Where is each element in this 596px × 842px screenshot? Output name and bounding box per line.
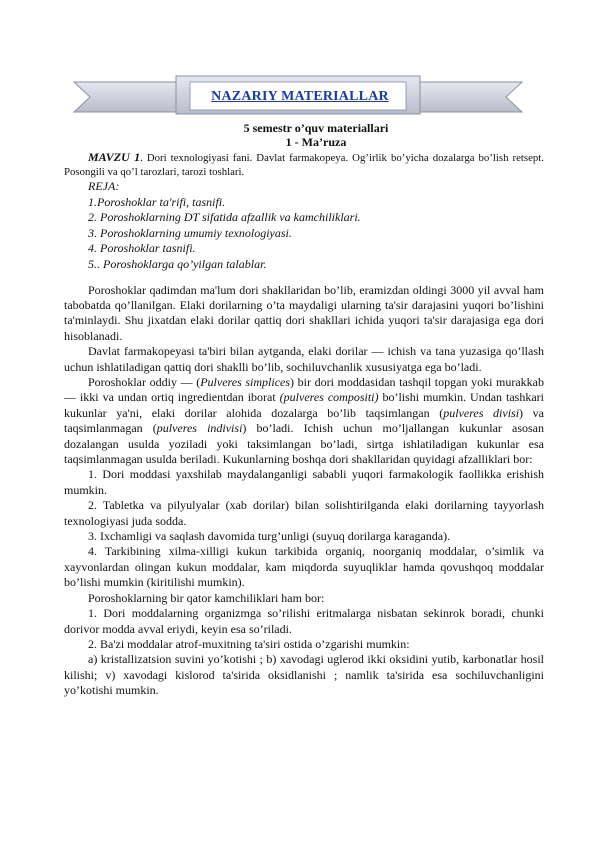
disadvantage-item: 2. Ba'zi moddalar atrof-muxitning ta'siri ostida o’zgarishi mumkin: bbox=[88, 636, 410, 651]
topic-text: . Dori texnologiyasi fani. Davlat farmakopeya. Og’irlik bo’yicha dozalarga bo’lish retsept. Posongili va qo’l tarozlari, tarozi toshlari. bbox=[64, 152, 544, 178]
text-run: Poroshoklar oddiy — ( bbox=[88, 375, 201, 389]
document-body bbox=[64, 121, 545, 699]
text-run: ) va taqsimlanmagan ( bbox=[64, 405, 544, 436]
paragraph: Davlat farmakopeyasi ta'biri bilan aytganda, elaki dorilar — ichish va tana yuzasiga qo’llash uchun ishlatiladigan qattiq dori shaklli bo’lib, sochiluvchanlik xususiyatga ega bo’ladi. bbox=[64, 344, 544, 374]
plan-item: 5.. Poroshoklarga qo’yilgan talablar. bbox=[88, 256, 267, 271]
plan-item: 3. Poroshoklarning umumiy texnologiyasi. bbox=[88, 225, 292, 240]
advantage-item: 2. Tabletka va pilyulyalar (xab dorilar) bilan solishtirilganda elaki dorilarning tayyorlash texnologiyasi juda sodda. bbox=[64, 498, 544, 528]
latin-term: Pulveres simplices bbox=[200, 375, 291, 389]
plan-item: 2. Poroshoklarning DT sifatida afzallik va kamchiliklari. bbox=[88, 210, 361, 225]
topic-label: MAVZU 1 bbox=[88, 150, 141, 164]
latin-term: pulveres indivisi bbox=[156, 421, 243, 436]
disadvantage-item: 1. Dori moddalarning organizmga so’rilishi eritmalarga nisbatan sekinrok boradi, chunki dorivor modda avval eriydi, keyin esa so’riladi. bbox=[64, 606, 544, 636]
latin-term: pulveres divisi bbox=[443, 405, 520, 420]
lecture-title: 1 - Ma’ruza bbox=[285, 135, 347, 149]
topic-line bbox=[64, 150, 544, 179]
banner-title: NAZARIY MATERIALLAR bbox=[211, 89, 389, 104]
text-run: bo’lishi mumkin. Undan tashkari kukunlar ya'ni, elaki dorilar alohida dozalarga bo’lib taqsimlangan ( bbox=[64, 390, 544, 420]
latin-term: (pulveres compositi) bbox=[279, 390, 379, 405]
ribbon-left-tail bbox=[74, 82, 192, 112]
ribbon-right-tail bbox=[404, 82, 522, 112]
disadvantages-intro: Poroshoklarning bir qator kamchiliklari ham bor: bbox=[88, 590, 325, 605]
semester-title: 5 semestr o’quv materiallari bbox=[243, 121, 389, 135]
text-run: ) bo’ladi. Ichish uchun mo’ljallangan kukunlar asosan dozalangan usulda yoziladi yoki taksimlangan bo’ladi, sirtga ishlatiladigan kukunlar esa taqsimlanmagan usulda beriladi. Kukunlarning boshqa dori shakllaridan quyidagi afzalliklari bor: bbox=[64, 421, 544, 467]
plan-heading: REJA: bbox=[88, 179, 120, 193]
advantage-item: 1. Dori moddasi yaxshilab maydalanganligi sababli yuqori farmakologik faollikka erishish mumkin. bbox=[64, 467, 544, 497]
disadvantage-item: a) kristallizatsion suvini yo’kotishi ; b) xavodagi uglerod ikki oksidini yutib, karbonatlar hosil kilishi; v) xavodagi kislorod ta'sirida oksidlanishi ; namlik ta'sirida esa sochiluvchanligini yo’kotishi mumkin. bbox=[64, 652, 544, 698]
paragraph: Poroshoklar qadimdan ma'lum dori shakllaridan bo’lib, eramizdan oldingi 3000 yil avval ham tabobatda qo’llanilgan. Elaki dorilarning o’ta maydaligi ularning ta'sir darajasini yuqori bo’lishini ta'minlaydi. Shu jixatdan elaki dorilar qattiq dori shakllari ichida yuqori ta'sir darajasiga ega dori hisoblanadi. bbox=[64, 282, 544, 343]
paragraph bbox=[64, 375, 544, 467]
text-run: ) bir dori moddasidan tashqil topgan yoki murakkab — ikki va undan ortiq ingredientdan iborat bbox=[64, 375, 545, 405]
advantage-item: 4. Tarkibining xilma-xilligi kukun tarkibida organiq, noorganiq moddalar, o’simlik va xayvonlardan olingan kukun moddalar, kam miqdorda suyuqliklar hamda qovushqoq moddalar bo’lishi mumkin (kiritilishi mumkin). bbox=[64, 544, 544, 590]
plan-block bbox=[88, 179, 544, 273]
plan-item: 4. Poroshoklar tasnifi. bbox=[88, 241, 196, 256]
plan-item: 1.Poroshoklar ta'rifi, tasnifi. bbox=[88, 194, 226, 209]
advantage-item: 3. Ixchamligi va saqlash davomida turg’unligi (suyuq dorilarga karaganda). bbox=[88, 529, 451, 544]
